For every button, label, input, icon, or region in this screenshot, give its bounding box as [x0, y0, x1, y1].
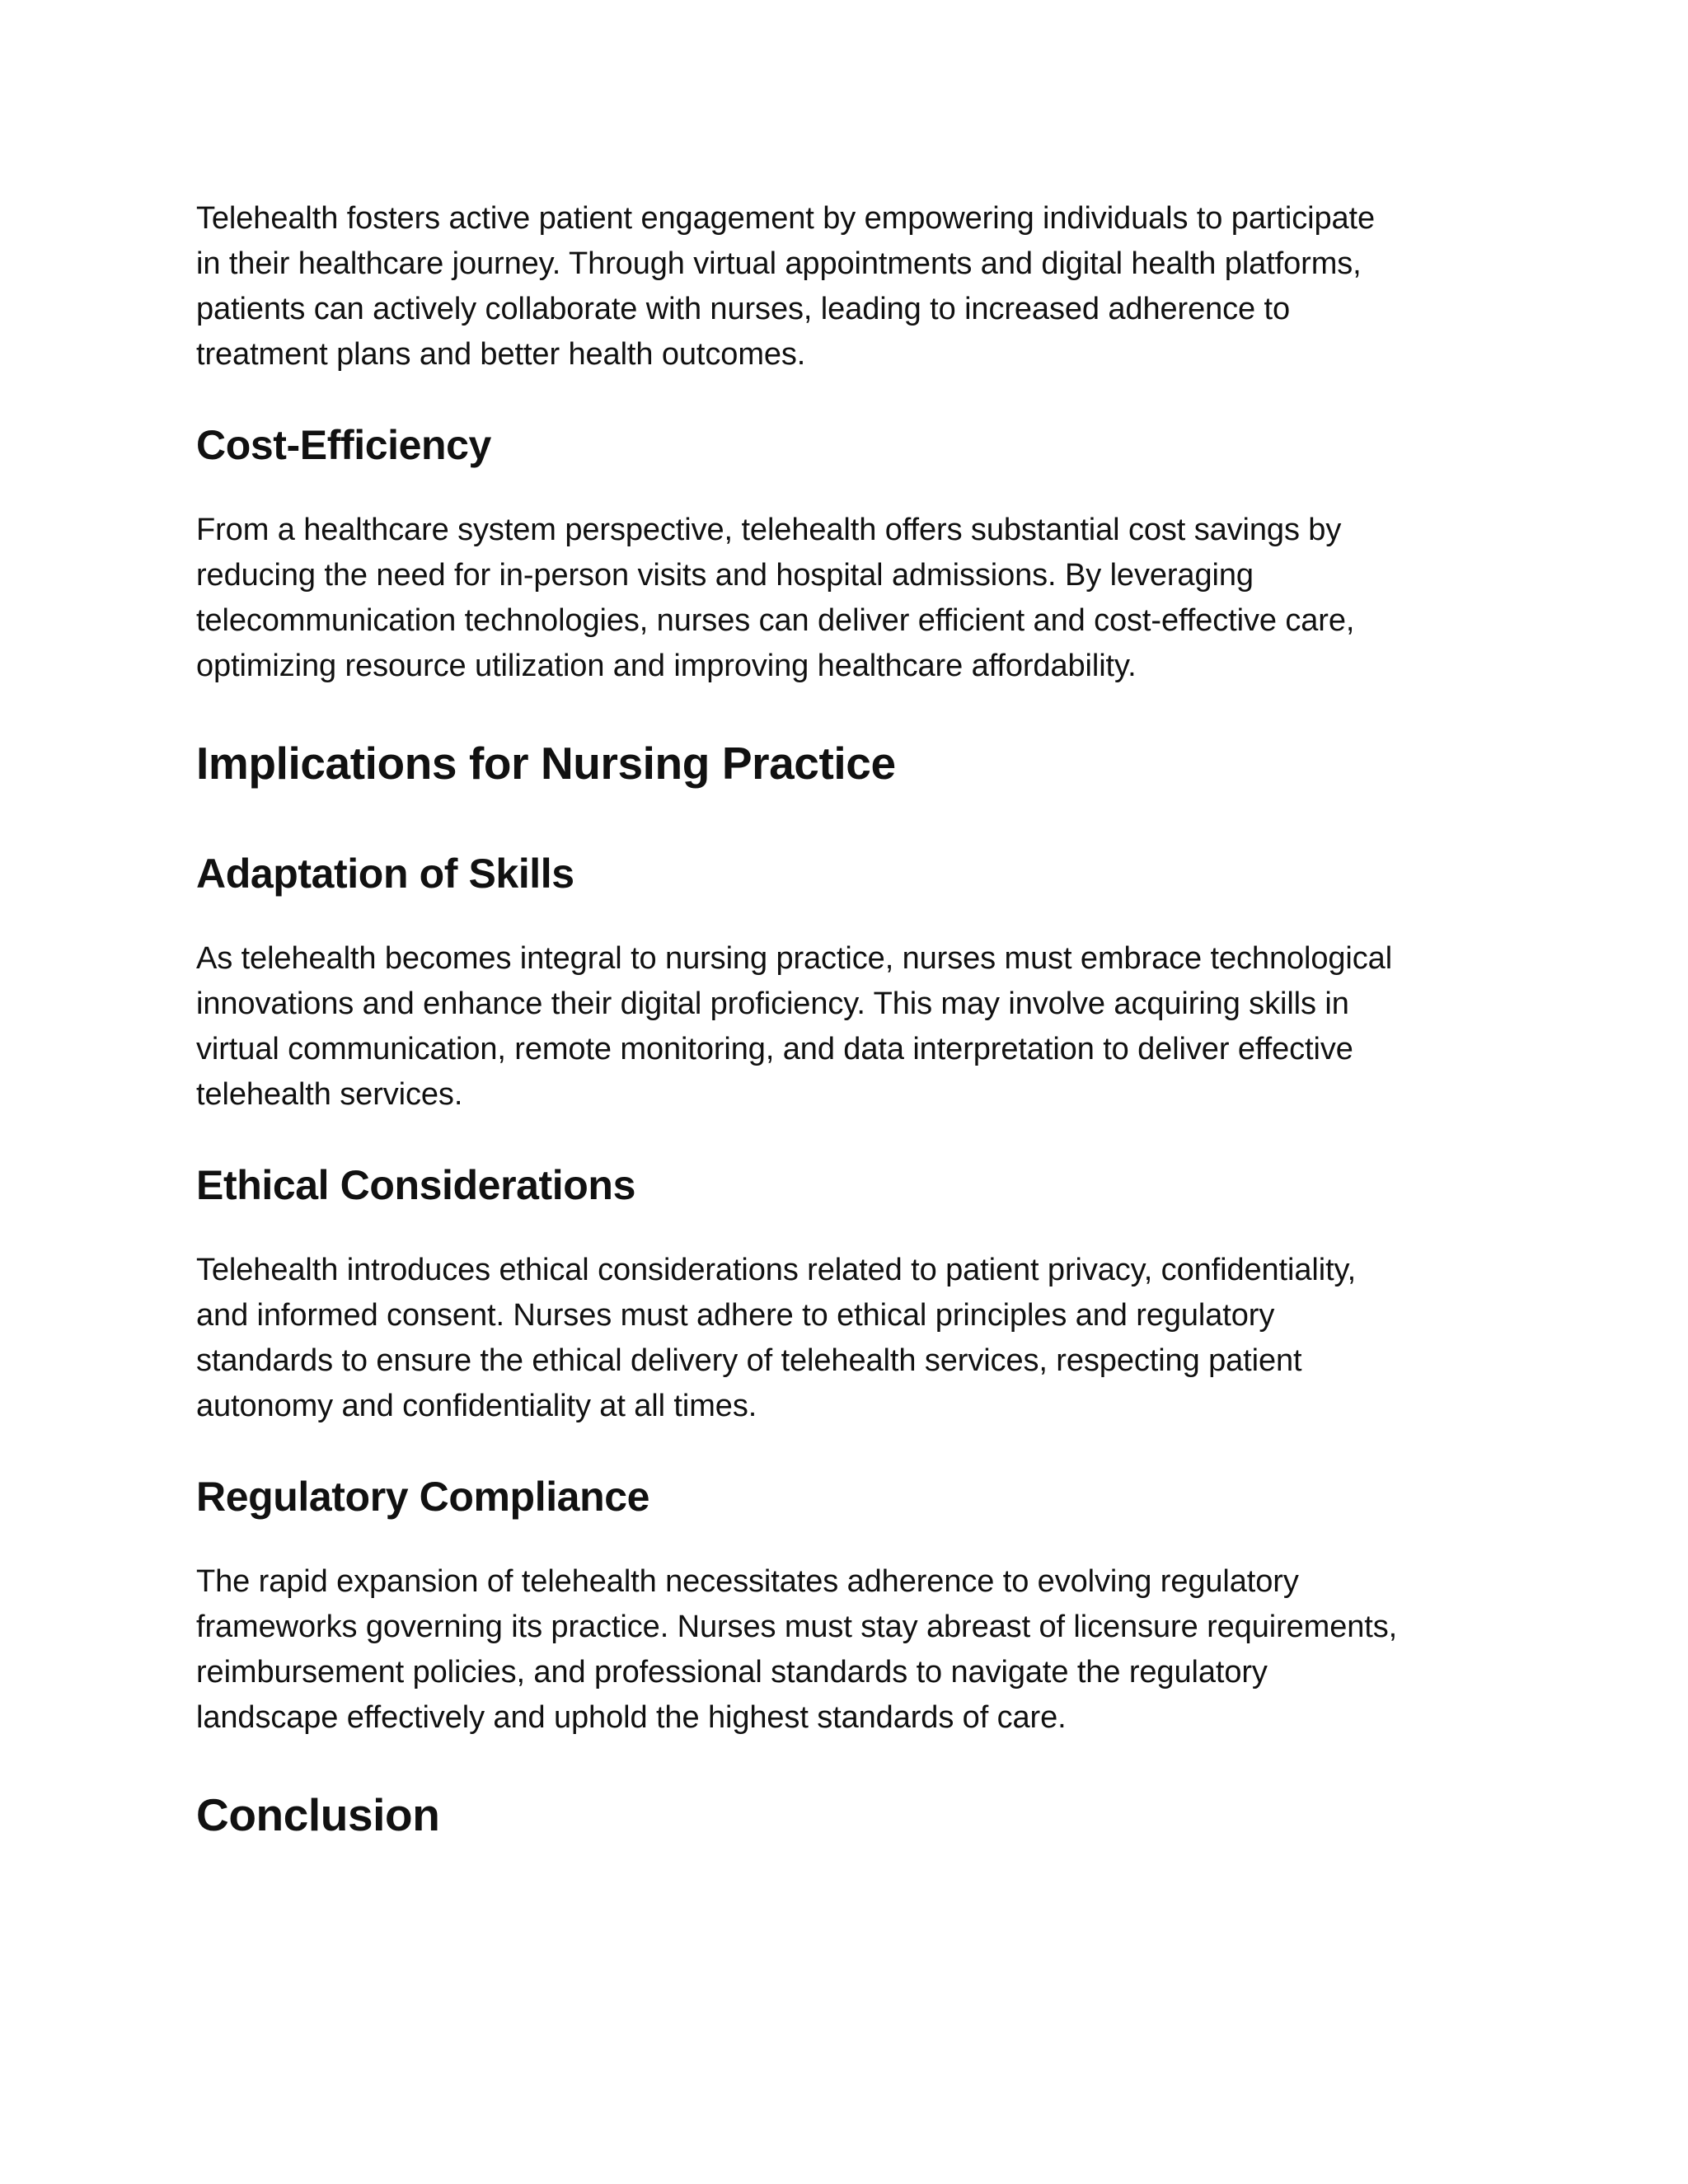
paragraph-line: The rapid expansion of telehealth necessitates adherence to evolving regulatory	[196, 1564, 1299, 1599]
paragraph-line: standards to ensure the ethical delivery of telehealth services, respecting patient	[196, 1343, 1302, 1378]
paragraph-line: Telehealth fosters active patient engagement by empowering individuals to participate	[196, 201, 1376, 236]
cost-efficiency-paragraph	[196, 508, 1492, 689]
document-page	[196, 196, 1492, 1841]
paragraph-line: reducing the need for in-person visits and hospital admissions. By leveraging	[196, 558, 1254, 593]
paragraph-line: From a healthcare system perspective, telehealth offers substantial cost savings by	[196, 513, 1342, 547]
adaptation-heading: Adaptation of Skills	[196, 851, 574, 897]
paragraph-line: autonomy and confidentiality at all times.	[196, 1389, 757, 1423]
paragraph-line: innovations and enhance their digital proficiency. This may involve acquiring skills in	[196, 987, 1349, 1021]
intro-paragraph	[196, 196, 1492, 377]
regulatory-paragraph	[196, 1559, 1492, 1741]
paragraph-line: telecommunication technologies, nurses can deliver efficient and cost-effective care,	[196, 603, 1355, 638]
cost-efficiency-heading: Cost-Efficiency	[196, 422, 491, 468]
paragraph-line: As telehealth becomes integral to nursing practice, nurses must embrace technological	[196, 941, 1393, 976]
paragraph-line: reimbursement policies, and professional standards to navigate the regulatory	[196, 1655, 1268, 1690]
paragraph-line: treatment plans and better health outcomes.	[196, 337, 806, 372]
ethical-paragraph	[196, 1248, 1492, 1429]
paragraph-line: virtual communication, remote monitoring, and data interpretation to deliver effective	[196, 1032, 1353, 1066]
implications-heading: Implications for Nursing Practice	[196, 738, 896, 789]
ethical-heading: Ethical Considerations	[196, 1162, 635, 1208]
adaptation-paragraph	[196, 936, 1492, 1118]
paragraph-line: and informed consent. Nurses must adhere to ethical principles and regulatory	[196, 1298, 1275, 1333]
regulatory-heading: Regulatory Compliance	[196, 1474, 650, 1520]
paragraph-line: telehealth services.	[196, 1077, 463, 1112]
paragraph-line: frameworks governing its practice. Nurses must stay abreast of licensure requirements,	[196, 1610, 1398, 1644]
paragraph-line: optimizing resource utilization and improving healthcare affordability.	[196, 649, 1137, 683]
conclusion-heading: Conclusion	[196, 1789, 440, 1840]
paragraph-line: in their healthcare journey. Through virtual appointments and digital health platforms,	[196, 246, 1362, 281]
paragraph-line: patients can actively collaborate with nurses, leading to increased adherence to	[196, 292, 1291, 326]
paragraph-line: Telehealth introduces ethical considerations related to patient privacy, confidentiality,	[196, 1253, 1357, 1287]
paragraph-line: landscape effectively and uphold the highest standards of care.	[196, 1700, 1067, 1735]
